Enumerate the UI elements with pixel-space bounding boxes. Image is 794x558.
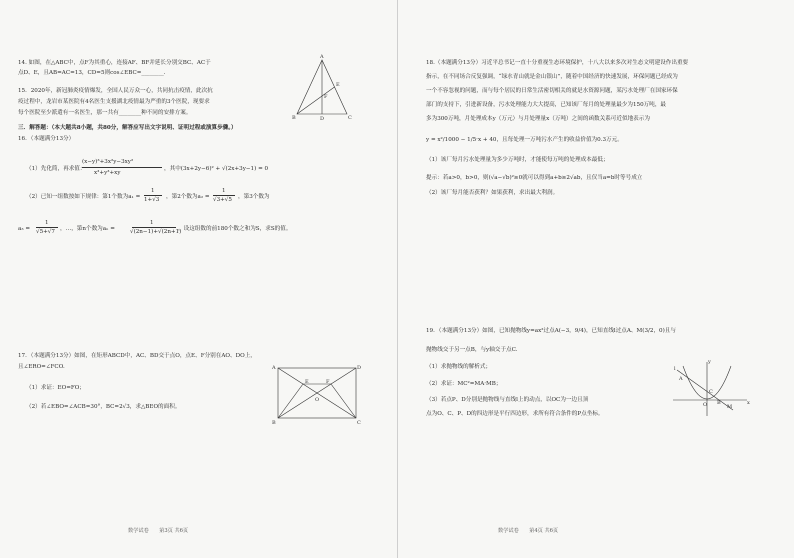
q19-part2: （2）求证：MC²=MA·MB；: [426, 381, 502, 387]
a1-bar: [144, 195, 162, 196]
page-3-footer: 数学试卷 第3页 共6页: [128, 528, 189, 534]
a1-num: 1: [151, 188, 155, 194]
q16-fraction-numerator: (x−y)³+3x²y−3xy²: [82, 159, 134, 165]
q16-part2-text-a: （2）已知一组数按如下规律：第1个数为a₁ =: [26, 194, 141, 200]
q19-line-1: 19．（本题满分13分）如图，已知抛物线y=ax²过点A(−3，9/4)，已知直线l过点A、M(3/2，0)且与: [426, 328, 676, 334]
an-den: √(2n−1)+√(2n+1): [130, 229, 182, 235]
label-D: D: [357, 365, 362, 371]
label-E: E: [305, 379, 309, 385]
q18-line-1: 18.（本题满分13分）习近平总书记一直十分重视生态环境保护，十八大以来多次对生态文明建设作出重要: [426, 60, 689, 66]
q16-part2-text-f: ，设这组数的前180个数之和为S，求S的值。: [178, 226, 292, 232]
label-A: A: [320, 54, 324, 60]
q19-part3-line-1: （3）若点P、D分别是抛物线与直线l上的动点，以OC为一边且顶: [426, 397, 589, 403]
q14-line-1: 14. 如图，在△ABC中，点F为其重心，连接AF、BF并延长分别交BC、AC于: [18, 60, 211, 66]
q18-line-5: 多为300万吨，月处理成本y（万元）与月处理量x（万吨）之间的函数关系可近似地表示为: [426, 116, 650, 122]
label-O: O: [703, 402, 708, 408]
q15-line-3: 每个医院至少派遣有一名医生，那一共有________种不同的安排方案。: [18, 110, 192, 116]
label-x: x: [747, 400, 750, 406]
label-C: C: [348, 115, 352, 121]
a2-den: √3+√5: [213, 197, 232, 203]
q18-line-6: y = x²/1000 − 1/5·x + 40，且每处理一万吨污水产生的收益价值为0.3万元。: [426, 137, 623, 143]
segment-be: [278, 384, 303, 418]
q19-part1: （1）求抛物线的解析式；: [426, 364, 492, 370]
label-C: C: [709, 389, 713, 395]
q17-part1: （1）求证：EO=FO；: [26, 385, 85, 391]
q19-parabola-figure: [671, 360, 751, 418]
q17-line-2: 且∠ERO=∠FCO.: [18, 364, 65, 370]
q17-part2: （2）若∠EBO=∠ACB=30°，BC=2√3，求△BEO的面积。: [26, 404, 181, 410]
q16-fraction-denominator: x³+y³+xy: [94, 170, 121, 176]
a3-num: 1: [45, 220, 49, 226]
q18-part1: （1）该厂每月污水处理量为多少万吨时，才能使每万吨的处理成本最低；: [426, 157, 609, 163]
label-C: C: [357, 420, 361, 426]
a3-den: √5+√7: [36, 229, 55, 235]
q18-hint: 提示：若a>0，b>0，则(√a−√b)²≥0就可以得到a+b≥2√ab，且仅当a=b时等号成立: [426, 175, 643, 181]
q19-line-2: 抛物线交于另一点B，与y轴交于点C.: [426, 347, 518, 353]
label-A: A: [272, 365, 276, 371]
label-F: F: [326, 379, 330, 385]
a3-bar: [36, 227, 58, 228]
q15-line-2: 疫过程中，龙岩市某医院有4名医生支援湖北疫情最为严重的3个医院，现要求: [18, 99, 210, 105]
label-B: B: [717, 400, 721, 406]
q18-line-4: 部门的支持下，引进新设备，污水处理能力大大提高，已知该厂每月的处理量最少为150万吨，最: [426, 102, 667, 108]
label-M: M: [727, 404, 733, 410]
label-A: A: [679, 376, 683, 382]
q14-triangle-figure: [292, 54, 352, 122]
label-y: y: [708, 359, 711, 365]
q14-line-2: 点D、E，且AB=AC=13，CD=5则cos∠EBC=________.: [18, 70, 166, 76]
an-bar: [132, 227, 176, 228]
label-O: O: [315, 397, 320, 403]
median-be: [297, 87, 335, 114]
q16-part2-text-d: a₃ =: [18, 226, 31, 232]
q16-fraction-bar: [82, 167, 162, 168]
an-num: 1: [150, 220, 154, 226]
section-3-heading: 三．解答题：（本大题共8小题，共80分，解答应写出文字说明、证明过程或演算步骤。）: [18, 125, 237, 131]
q18-part2: （2）该厂每月能否获利？如果获利，求出最大利润。: [426, 190, 559, 196]
label-F: F: [324, 94, 328, 100]
segment-cf: [331, 384, 356, 418]
label-E: E: [336, 82, 340, 88]
q17-rectangle-figure: [272, 364, 362, 424]
q15-line-1: 15．2020年，新冠肺炎疫情爆发，全国人民万众一心，共同抗击疫情，此次抗: [18, 88, 213, 94]
q16-heading: 16．（本题满分13分）: [18, 136, 75, 142]
a2-num: 1: [222, 188, 226, 194]
q16-part1-label: （1）先化简，再求值：: [26, 166, 86, 172]
q16-condition: ，其中(3x+2y−6)² + √(2x+3y−1) = 0: [164, 166, 269, 172]
a2-bar: [213, 195, 235, 196]
label-B: B: [292, 115, 296, 121]
q18-line-3: 一个不容忽视的问题，而与每个居民的日常生活密切相关的就是水资源问题，某污水处理厂在国家环保: [426, 88, 678, 94]
label-l: l: [674, 366, 676, 372]
q16-part2-text-b: ，第2个数为a₂ =: [166, 194, 210, 200]
q18-line-2: 指示，在不同场合反复强调，“绿水青山就是金山银山”，随着中国经济的快速发展，环保问题已经成为: [426, 74, 678, 80]
q16-part2-text-c: ，第3个数为: [238, 194, 270, 200]
label-D: D: [320, 116, 325, 122]
a1-den: 1+√3: [144, 197, 160, 203]
page-4-footer: 数学试卷 第4页 共6页: [498, 528, 559, 534]
q17-line-1: 17．（本题满分13分）如图，在矩形ABCD中，AC、BD交于点O，点E、F分别在AO、DO上，: [18, 353, 256, 359]
q16-part2-text-e: ，…，第n个数为aₙ =: [60, 226, 115, 232]
label-B: B: [272, 420, 276, 426]
page-4: [398, 0, 794, 558]
q19-part3-line-2: 点为O、C、P、D的四边形是平行四边形，求所有符合条件的P点坐标。: [426, 411, 604, 417]
